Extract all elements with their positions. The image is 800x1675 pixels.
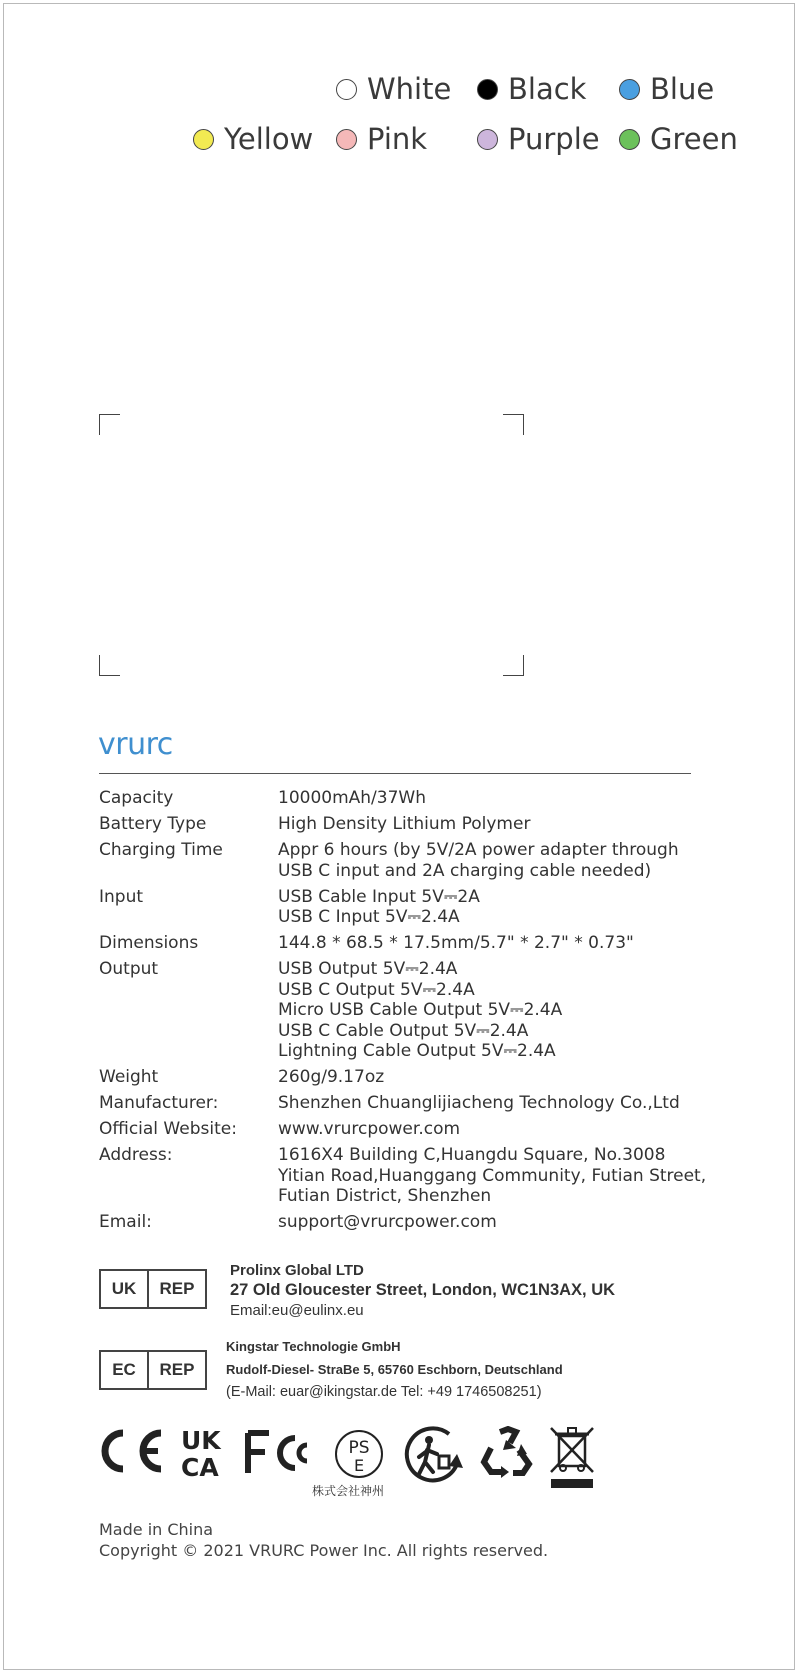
spec-value-line: USB C Input 5V⎓2.4A (278, 907, 460, 927)
pse-caption: 株式会社神州 (312, 1484, 385, 1498)
spec-value (278, 788, 709, 809)
spec-value-line: USB C input and 2A charging cable needed) (278, 860, 652, 881)
spec-label: Output (99, 959, 159, 979)
color-option-pink (336, 122, 427, 156)
uk-rep-badge (99, 1269, 207, 1309)
ec-rep-badge (99, 1350, 207, 1390)
spec-value (278, 1067, 709, 1088)
white-dot-icon (336, 79, 357, 100)
color-option-blue (619, 72, 714, 106)
ec-rep-right: REP (159, 1360, 195, 1379)
spec-value-line: USB C Output 5V⎓2.4A (278, 979, 475, 1000)
uk-rep-email: Email:eu@eulinx.eu (230, 1302, 364, 1319)
uk-rep-left: UK (101, 1271, 149, 1307)
spec-value-line: Lightning Cable Output 5V⎓2.4A (278, 1041, 556, 1061)
spec-label: Official Website: (99, 1119, 237, 1139)
spec-label: Input (99, 886, 144, 907)
spec-label: Manufacturer: (99, 1093, 219, 1113)
uk-rep-company: Prolinx Global LTD (230, 1262, 364, 1279)
spec-label: Charging Time (99, 840, 223, 860)
spec-list (99, 788, 709, 1238)
recycle-icon (479, 1426, 537, 1480)
spec-value-line: Shenzhen Chuanglijiacheng Technology Co.,Ltd (278, 1093, 680, 1113)
crop-mark-top-right (503, 414, 524, 435)
color-label: Green (650, 122, 738, 156)
spec-value (278, 1093, 709, 1114)
pse-top: PS (348, 1438, 370, 1458)
spec-value-line: USB C Cable Output 5V⎓2.4A (278, 1020, 529, 1041)
spec-value (278, 1119, 709, 1140)
spec-label: Battery Type (99, 814, 207, 834)
black-dot-icon (477, 79, 498, 100)
uk-rep-right: REP (159, 1279, 195, 1298)
spec-row (99, 1145, 709, 1207)
color-label: Black (508, 72, 587, 106)
spec-row (99, 840, 709, 881)
color-label: Yellow (224, 122, 314, 156)
tidyman-recycle-icon (401, 1424, 465, 1484)
spec-row (99, 788, 709, 809)
spec-value-line: Appr 6 hours (by 5V/2A power adapter through (278, 840, 679, 860)
crop-mark-bottom-left (99, 655, 120, 676)
spec-value-line: High Density Lithium Polymer (278, 814, 531, 834)
spec-value-line: 10000mAh/37Wh (278, 788, 426, 808)
spec-value-line: www.vrurcpower.com (278, 1119, 461, 1139)
uk-rep-address: 27 Old Gloucester Street, London, WC1N3AX, UK (230, 1281, 616, 1299)
vrurc-logo (98, 728, 190, 762)
spec-value-line: 260g/9.17oz (278, 1067, 385, 1087)
spec-value (278, 887, 709, 928)
spec-value-line: USB Cable Input 5V⎓2A (278, 886, 480, 907)
copyright-label: Copyright © 2021 VRURC Power Inc. All rights reserved. (99, 1541, 549, 1560)
ec-rep-company: Kingstar Technologie GmbH (226, 1339, 401, 1354)
color-label: Blue (650, 72, 715, 106)
spec-row (99, 959, 709, 1062)
spec-value (278, 1212, 709, 1233)
blue-dot-icon (619, 79, 640, 100)
spec-value-line: Micro USB Cable Output 5V⎓2.4A (278, 1000, 563, 1020)
spec-value (278, 814, 709, 835)
spec-label: Weight (99, 1067, 159, 1087)
spec-row (99, 1212, 709, 1233)
spec-value-line: 144.8 * 68.5 * 17.5mm/5.7" * 2.7" * 0.73" (278, 933, 634, 953)
color-option-purple (477, 122, 600, 156)
fcc-mark-icon (245, 1430, 317, 1476)
crop-mark-top-left (99, 414, 120, 435)
color-option-yellow (193, 122, 313, 156)
color-label: White (367, 72, 452, 106)
spec-value-line: Yitian Road,Huanggang Community, Futian Street, (278, 1165, 707, 1186)
spec-label: Dimensions (99, 933, 199, 953)
color-option-black (477, 72, 586, 106)
divider (99, 773, 691, 774)
pse-bottom: E (353, 1456, 365, 1475)
spec-value (278, 1145, 709, 1207)
pink-dot-icon (336, 129, 357, 150)
spec-row (99, 933, 709, 954)
ukca-bottom: CA (181, 1453, 219, 1478)
ec-rep-contact: (E-Mail: euar@ikingstar.de Tel: +49 1746508251) (226, 1384, 542, 1400)
ec-rep-address: Rudolf-Diesel- StraBe 5, 65760 Eschborn, Deutschland (226, 1362, 563, 1377)
spec-value-line: Futian District, Shenzhen (278, 1186, 492, 1206)
spec-row (99, 1067, 709, 1088)
spec-value-line: USB Output 5V⎓2.4A (278, 959, 458, 979)
logo-text: vrurc (98, 728, 173, 762)
spec-label: Capacity (99, 788, 174, 808)
spec-label: Email: (99, 1212, 152, 1232)
ukca-mark-icon (181, 1426, 233, 1478)
color-label: Purple (508, 122, 600, 156)
made-in-label: Made in China (99, 1520, 214, 1539)
spec-row (99, 887, 709, 928)
color-option-white (336, 72, 451, 106)
spec-label: Address: (99, 1145, 173, 1165)
ce-mark-icon (97, 1428, 167, 1474)
color-legend (0, 0, 800, 170)
color-option-green (619, 122, 738, 156)
crop-mark-bottom-right (503, 655, 524, 676)
spec-value (278, 959, 709, 1062)
weee-bin-icon (547, 1424, 599, 1490)
spec-row (99, 1093, 709, 1114)
spec-value-line: 1616X4 Building C,Huangdu Square, No.3008 (278, 1145, 666, 1165)
pse-mark-icon (333, 1428, 385, 1480)
purple-dot-icon (477, 129, 498, 150)
spec-value (278, 933, 709, 954)
spec-row (99, 814, 709, 835)
yellow-dot-icon (193, 129, 214, 150)
spec-value-line: support@vrurcpower.com (278, 1212, 497, 1232)
color-label: Pink (367, 122, 428, 156)
ukca-top: UK (181, 1426, 221, 1455)
spec-row (99, 1119, 709, 1140)
spec-value (278, 840, 709, 881)
green-dot-icon (619, 129, 640, 150)
ec-rep-left: EC (101, 1352, 149, 1388)
